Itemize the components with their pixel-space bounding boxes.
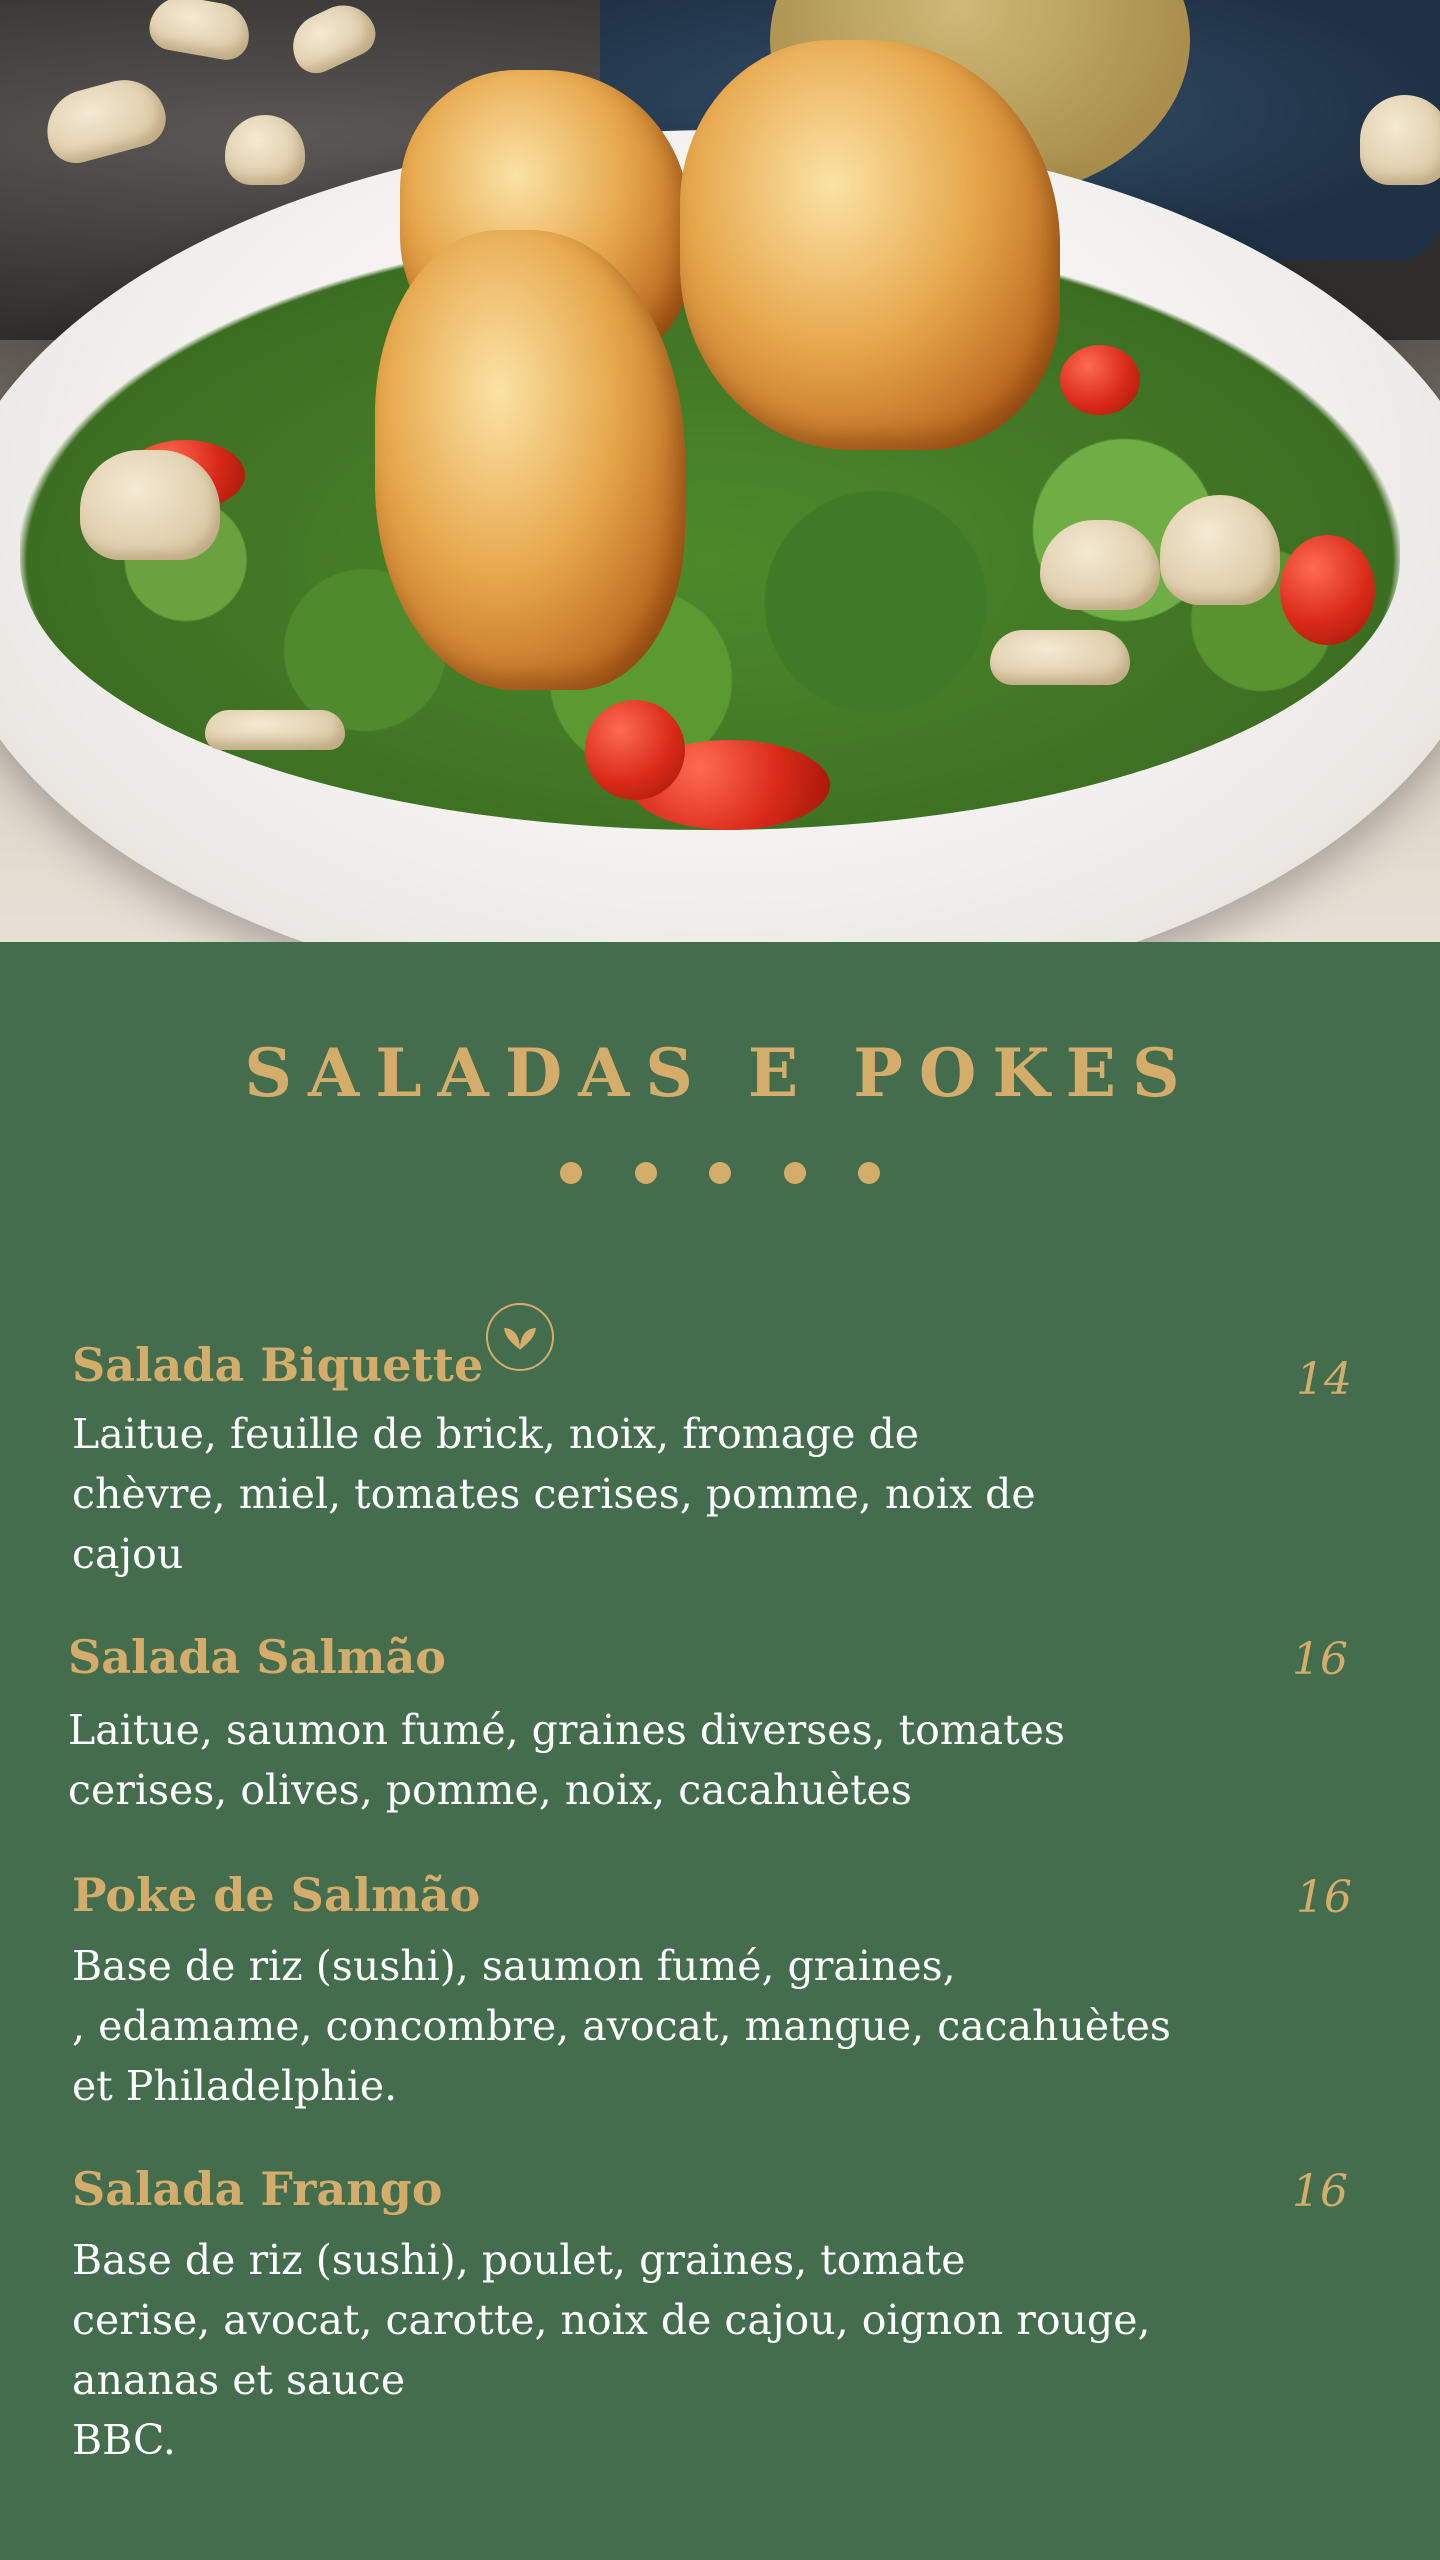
tomato (1060, 345, 1140, 415)
menu-item-description: Laitue, saumon fumé, graines diverses, tomates cerises, olives, pomme, noix, cacahuètes (68, 1706, 1065, 1814)
menu-item-price: 16 (1292, 2166, 1348, 2217)
menu-item-price: 14 (1296, 1354, 1352, 1405)
cashew (80, 450, 220, 560)
tomato (1280, 535, 1375, 645)
menu-item-name: Salada Biquette (72, 1338, 484, 1392)
divider-dot (635, 1162, 657, 1184)
cashew-decoration (1360, 95, 1440, 185)
hero-salad-photo (0, 0, 1440, 942)
cashew (205, 710, 345, 750)
section-title: SALADAS E POKES (244, 1034, 1196, 1112)
menu-item-name: Salada Frango (72, 2162, 443, 2216)
brick-pastry (375, 230, 685, 690)
tomato (585, 700, 685, 800)
dots-divider (560, 1162, 880, 1188)
menu-item-name: Poke de Salmão (72, 1868, 481, 1922)
cashew (1160, 495, 1280, 605)
cashew-decoration (225, 115, 305, 185)
menu-item-description: Base de riz (sushi), poulet, graines, tomate cerise, avocat, carotte, noix de cajou, oignon rouge, ananas et sauce BBC. (72, 2236, 1151, 2464)
divider-dot (560, 1162, 582, 1184)
menu-item-price: 16 (1292, 1634, 1348, 1685)
cashew (1040, 520, 1160, 610)
menu-item-description: Laitue, feuille de brick, noix, fromage de chèvre, miel, tomates cerises, pomme, noix de cajou (72, 1410, 1036, 1578)
menu-item-name: Salada Salmão (68, 1630, 446, 1684)
divider-dot (858, 1162, 880, 1184)
divider-dot (784, 1162, 806, 1184)
brick-pastry (680, 40, 1060, 450)
leaf-icon (486, 1303, 554, 1371)
menu-item-price: 16 (1296, 1872, 1352, 1923)
menu-item-description: Base de riz (sushi), saumon fumé, graines, , edamame, concombre, avocat, mangue, cacahuètes et Philadelphie. (72, 1942, 1171, 2110)
divider-dot (709, 1162, 731, 1184)
cashew (990, 630, 1130, 685)
